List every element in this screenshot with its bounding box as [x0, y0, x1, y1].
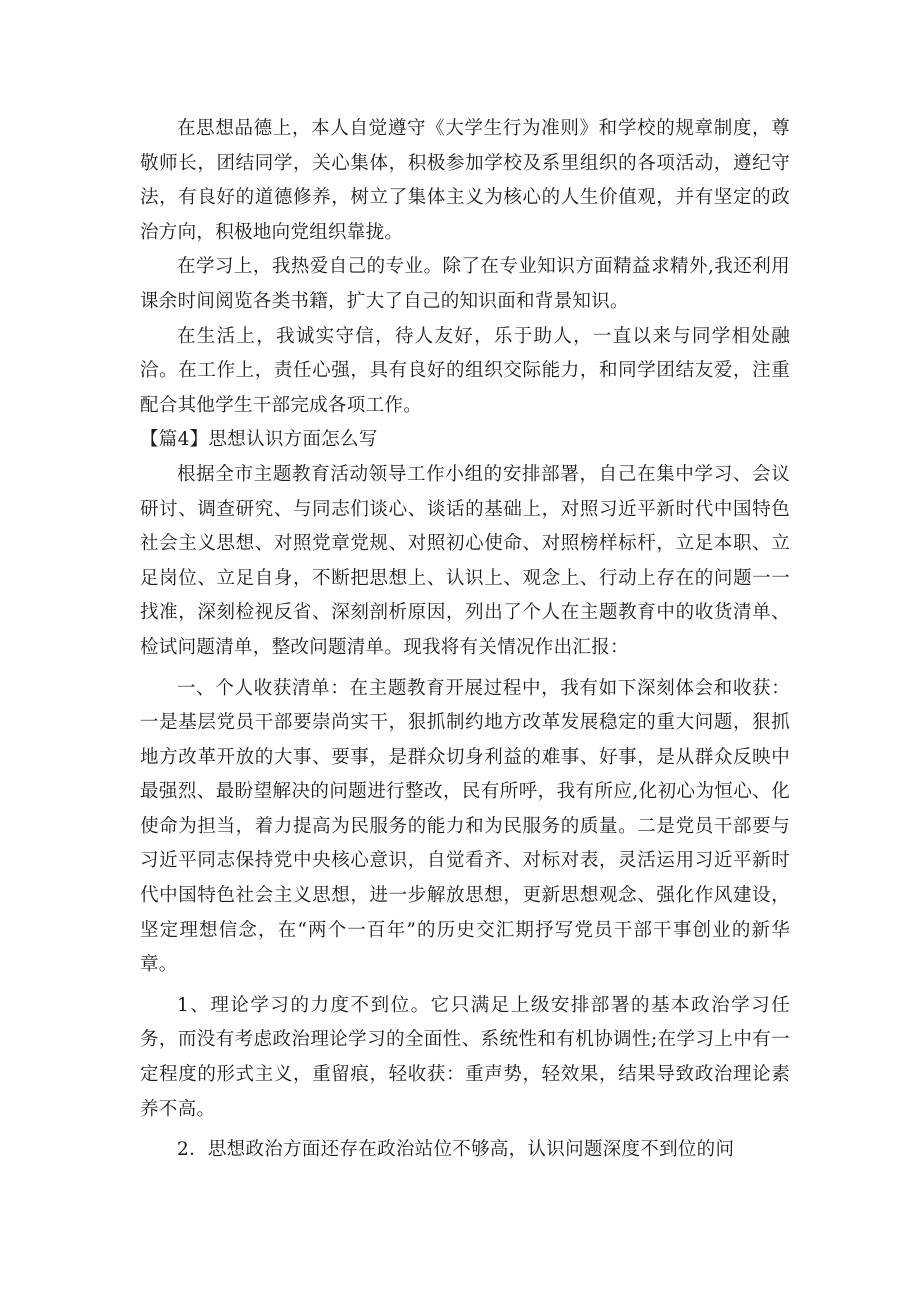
document-content — [140, 112, 790, 1168]
paragraph-issue-1: 1、理论学习的力度不到位。它只满足上级安排部署的基本政治学习任务，而没有考虑政治理论学习的全面性、系统性和有机协调性;在学习上中有一定程度的形式主义，重留痕，轻收获：重声势，轻效果，结果导致政治理论素养不高。 — [140, 994, 790, 1120]
paragraph-intro: 根据全市主题教育活动领导工作小组的安排部署，自己在集中学习、会议研讨、调查研究、与同志们谈心、谈话的基础上，对照习近平新时代中国特色社会主义思想、对照党章党规、对照初心使命、对照榜样标杆，立足本职、立足岗位、立足自身，不断把思想上、认识上、观念上、行动上存在的问题一一找准，深刻检视反省、深刻剖析原因，列出了个人在主题教育中的收货清单、检试问题清单，整改问题清单。现我将有关情况作出汇报： — [140, 463, 790, 658]
paragraph-study: 在学习上，我热爱自己的专业。除了在专业知识方面精益求精外,我还利用课余时间阅览各类书籍，扩大了自己的知识面和背景知识。 — [140, 256, 790, 312]
paragraph-life: 在生活上，我诚实守信，待人友好，乐于助人，一直以来与同学相处融洽。在工作上，责任心强，具有良好的组织交际能力，和同学团结友爱，注重配合其他学生干部完成各项工作。 — [140, 325, 790, 416]
paragraph-issue-2: 2．思想政治方面还存在政治站位不够高，认识问题深度不到位的问 — [177, 1139, 735, 1161]
paragraph-moral: 在思想品德上，本人自觉遵守《大学生行为准则》和学校的规章制度，尊敬师长，团结同学，关心集体，积极参加学校及系里组织的各项活动，遵纪守法，有良好的道德修养，树立了集体主义为核心的人生价值观，并有坚定的政治方向，积极地向党组织靠拢。 — [140, 118, 790, 243]
section-heading: 【篇4】思想认识方面怎么写 — [140, 429, 378, 451]
paragraph-gains: 一、个人收获清单：在主题教育开展过程中，我有如下深刻体会和收获：一是基层党员干部要崇尚实干，狠抓制约地方改革发展稳定的重大问题，狠抓地方改革开放的大事、要事，是群众切身利益的难事、好事，是从群众反映中最强烈、最盼望解决的问题进行整改，民有所呼，我有所应,化初心为恒心、化使命为担当，着力提高为民服务的能力和为民服务的质量。二是党员干部要与习近平同志保持党中央核心意识，自觉看齐、对标对表，灵活运用习近平新时代中国特色社会主义思想，进一步解放思想，更新思想观念、强化作风建设，坚定理想信念，在“两个一百年”的历史交汇期抒写党员干部干事创业的新华章。 — [140, 677, 790, 976]
